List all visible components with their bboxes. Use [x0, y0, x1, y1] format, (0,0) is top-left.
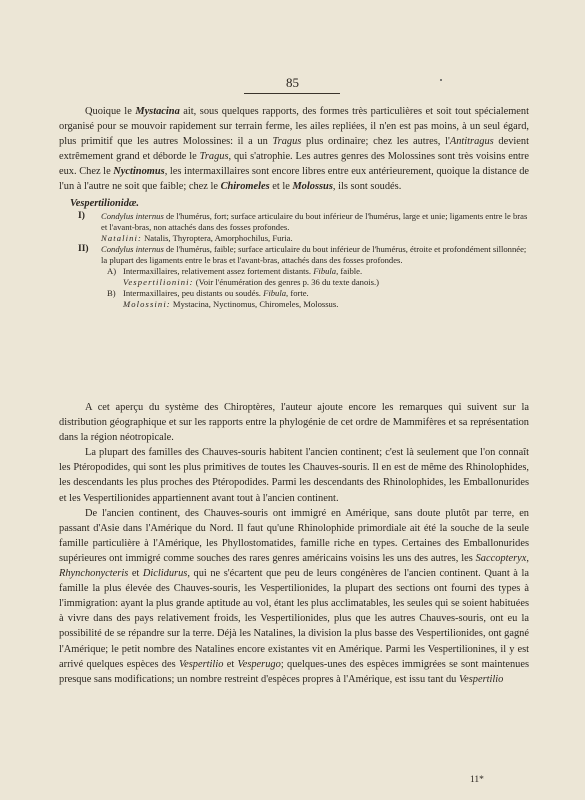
genera-molossini: Mystacina, Nyctinomus, Chiromeles, Molossus. [172, 299, 339, 310]
page-number: 85 [286, 75, 299, 90]
subgroup-a [107, 266, 529, 277]
subgroup-a-tribe-line [123, 277, 529, 288]
group-1 [78, 211, 529, 233]
subgroup-a-text: Intermaxillaires, relativement assez fortement distants. Fibula, faible. [123, 266, 363, 277]
paragraph-3: De l'ancien continent, des Chauves-souris ont immigré en Amérique, sans doute plutôt par terre, en passant d'Asie dans l'Amérique du Nord. Il faut qu'une Rhinolophide primordiale ait été la souche de la seule famille particulière à l'Amérique, les Phyllostomatides, famille riche en types. Certaines des Emballonurides supérieures ont immigré comme souches des rares genres américains voisins les uns des autres, les Saccopteryx, Rhynchonycteris et Diclidurus, qui ne s'écartent que peu de leurs congénères de l'ancien continent. Quant à la famille la plus élevée des Chauves-souris, les Vespertilionides, la plupart des sections ont fourni des types à l'immigration: ayant la plus grande aptitude au vol, étant les plus acclimatables, les seules qui se soient habituées à vivre dans des pays relativement froids, les Vespertilionides, plus que les autres Chauves-souris, ont eu la possibilité de se répandre sur la terre. Déjà les Natalines, la division la plus basse des Vespertilionides, ont gagné l'Amérique; le petit nombre des Natalines encore existantes vit en Amérique. Parmi les Vespertilionines, il y est arrivé quelques espèces des Vespertilio et Vesperugo; quelques-unes des espèces immigrées se sont maintenues presque sans modifications; un nombre restreint d'espèces propres à l'Amérique, est issu tant du Vespertilio [59, 507, 529, 685]
family-heading: Vespertilionidæ. [70, 197, 139, 209]
subgroup-b-label: B) [107, 288, 116, 299]
signature-mark: 11* [470, 775, 484, 785]
subgroup-a-label: A) [107, 266, 117, 277]
intro-paragraph: Quoique le Mystacina ait, sous quelques rapports, des formes très particulières et soit tout spécialement organisé pour se mouvoir rapidement sur terrain ferme, les ailes repliées, il n'en est pas moins, à un seul égard, plus primitif que les autres Molossines: il a un Tragus plus ordinaire; chez les autres, l'Antitragus devient extrêmement grand et déborde le Tragus, qui s'atrophie. Les autres genres des Molossines sont très voisins entre eux. Chez le Nyctinomus, les intermaxillaires sont encore libres entre eux antérieurement, quoique la distance de l'un à l'autre ne soit que faible; chez le Chiromeles et le Molossus, ils sont soudés. [59, 106, 529, 193]
group-2-text: Condylus internus de l'humérus, faible; surface articulaire du bout inférieur de l'humérus, étroite et profondément sillonnée; la plupart des ligaments entre le bras et l'avant-bras, attachés dans des fosses profondes. [101, 243, 527, 265]
page-number-rule [244, 93, 340, 94]
group-2-label: II) [78, 243, 89, 254]
group-1-text: Condylus internus de l'humérus, fort; surface articulaire du bout inférieur de l'humérus, large et unie; ligaments entre le bras et l'avant-bras, non attachés dans des fosses profondes. [101, 210, 528, 232]
top-section [59, 104, 529, 310]
body-section [59, 400, 529, 687]
tribe-natalini: Natalini: [101, 232, 142, 243]
genera-vespertilionini: (Voir l'énumération des genres p. 36 du texte danois.) [195, 277, 379, 288]
print-speck [440, 79, 442, 81]
subgroup-b-tribe-line [123, 299, 529, 310]
group-2 [78, 244, 529, 266]
paragraph-1: A cet aperçu du système des Chiroptères, l'auteur ajoute encore les remarques qui suivent sur la distribution géographique et sur les rapports entre la phylogénie de cet ordre de Mammifères et sa représentation dans la région néotropicale. [59, 402, 529, 444]
paragraph-2: La plupart des familles des Chauves-souris habitent l'ancien continent; c'est là seulement que l'on connaît les Ptéropodides, qui sont les plus primitives de toutes les Chauves-souris. Il en est de même des Rhinolophides, les descendants les plus proches des Ptéropodides. Parmi les descendants des Rhinolophides, les Emballonurides et les Vespertilionides appartiennent avant tout à l'ancien continent. [59, 447, 529, 504]
group-1-tribe-line [101, 233, 529, 244]
subgroup-b [107, 288, 529, 299]
group-1-label: I) [78, 210, 85, 221]
tribe-vespertilionini: Vespertilionini: [123, 277, 194, 288]
tribe-molossini: Molossini: [123, 299, 171, 310]
subgroup-b-text: Intermaxillaires, peu distants ou soudés. Fibula, forte. [123, 288, 309, 299]
genera-natalini: Natalis, Thyroptera, Amorphochilus, Furia. [144, 232, 293, 243]
